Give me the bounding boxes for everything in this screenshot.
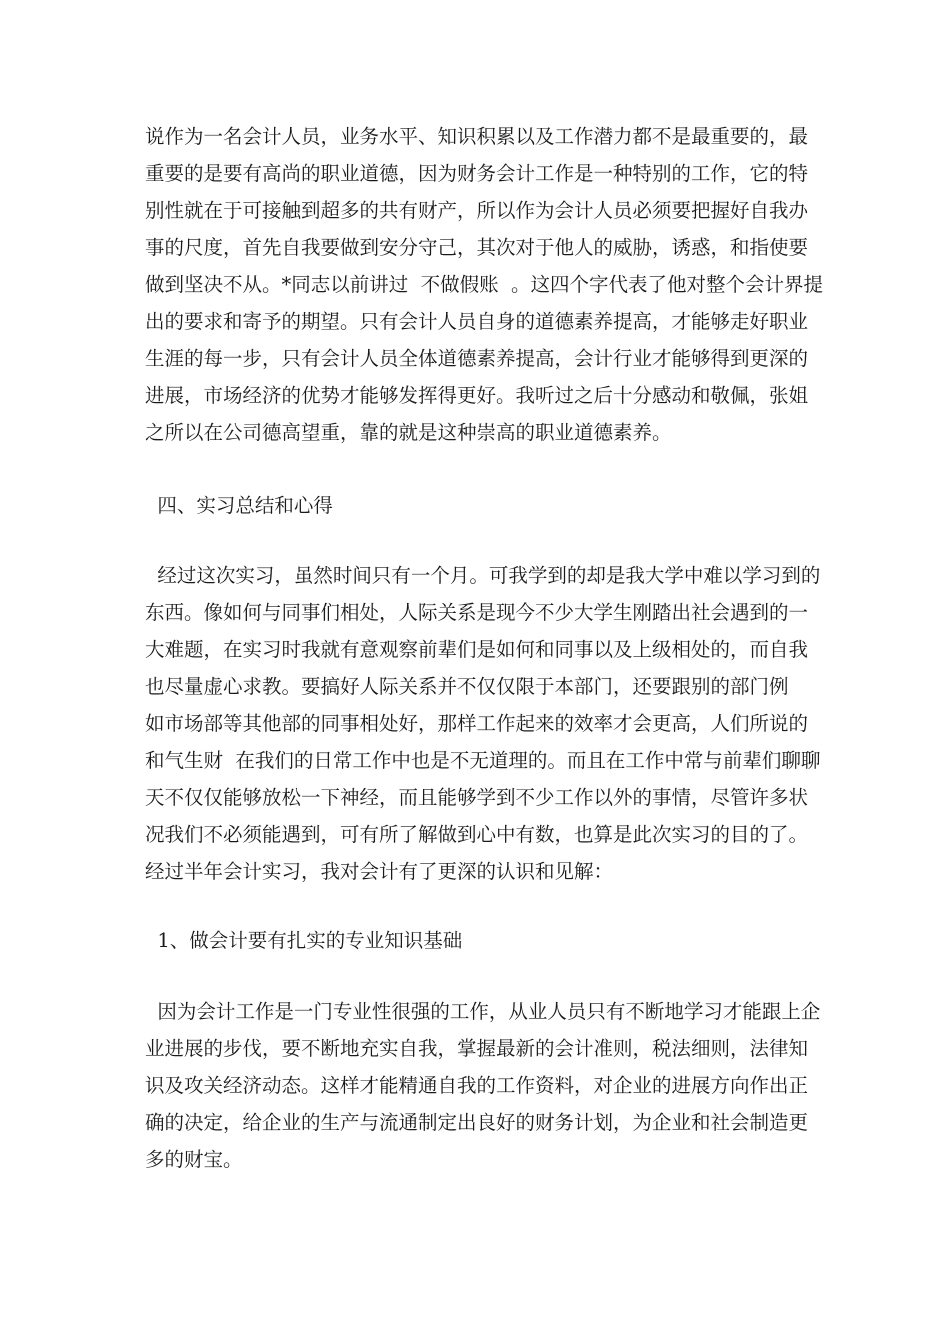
text-line: 重要的是要有高尚的职业道德，因为财务会计工作是一种特别的工作，它的特 — [145, 162, 809, 185]
text-line: 之所以在公司德高望重，靠的就是这种崇高的职业道德素养。 — [145, 421, 672, 444]
text-line: 多的财宝。 — [145, 1148, 243, 1171]
text-line: 也尽量虚心求教。要搞好人际关系并不仅仅限于本部门，还要跟别的部门例 — [145, 675, 789, 698]
text-line: 经过半年会计实习，我对会计有了更深的认识和见解： — [145, 860, 614, 883]
text-line: 确的决定，给企业的生产与流通制定出良好的财务计划，为企业和社会制造更 — [145, 1111, 809, 1134]
text-line: 和气生财 在我们的日常工作中也是不无道理的。而且在工作中常与前辈们聊聊 — [145, 749, 821, 772]
text-line: 况我们不必须能遇到，可有所了解做到心中有数，也算是此次实习的目的了。 — [145, 823, 809, 846]
text-line: 业进展的步伐，要不断地充实自我，掌握最新的会计准则，税法细则，法律知 — [145, 1037, 809, 1060]
text-line: 事的尺度，首先自我要做到安分守己，其次对于他人的威胁，诱惑，和指使要 — [145, 236, 809, 259]
text-line: 大难题，在实习时我就有意观察前辈们是如何和同事以及上级相处的，而自我 — [145, 638, 809, 661]
text-line: 天不仅仅能够放松一下神经，而且能够学到不少工作以外的事情，尽管许多状 — [145, 786, 809, 809]
text-line: 出的要求和寄予的期望。只有会计人员自身的道德素养提高，才能够走好职业 — [145, 310, 809, 333]
text-line: 进展，市场经济的优势才能够发挥得更好。我听过之后十分感动和敬佩，张姐 — [145, 384, 809, 407]
text-line: 说作为一名会计人员，业务水平、知识积累以及工作潜力都不是最重要的，最 — [145, 125, 809, 148]
text-line: 东西。像如何与同事们相处，人际关系是现今不少大学生刚踏出社会遇到的一 — [145, 601, 809, 624]
text-line: 如市场部等其他部的同事相处好，那样工作起来的效率才会更高，人们所说的 — [145, 712, 809, 735]
text-line: 别性就在于可接触到超多的共有财产，所以作为会计人员必须要把握好自我办 — [145, 199, 809, 222]
text-line: 因为会计工作是一门专业性很强的工作，从业人员只有不断地学习才能跟上企 — [145, 1000, 821, 1023]
text-line: 识及攻关经济动态。这样才能精通自我的工作资料，对企业的进展方向作出正 — [145, 1074, 809, 1097]
section-heading: 四、实习总结和心得 — [145, 494, 333, 517]
text-line: 生涯的每一步，只有会计人员全体道德素养提高，会计行业才能够得到更深的 — [145, 347, 809, 370]
text-line: 做到坚决不从。*同志以前讲过 不做假账 。这四个字代表了他对整个会计界提 — [145, 273, 824, 296]
text-line: 经过这次实习，虽然时间只有一个月。可我学到的却是我大学中难以学习到的 — [145, 564, 821, 587]
subsection-heading: 1、做会计要有扎实的专业知识基础 — [145, 929, 463, 952]
